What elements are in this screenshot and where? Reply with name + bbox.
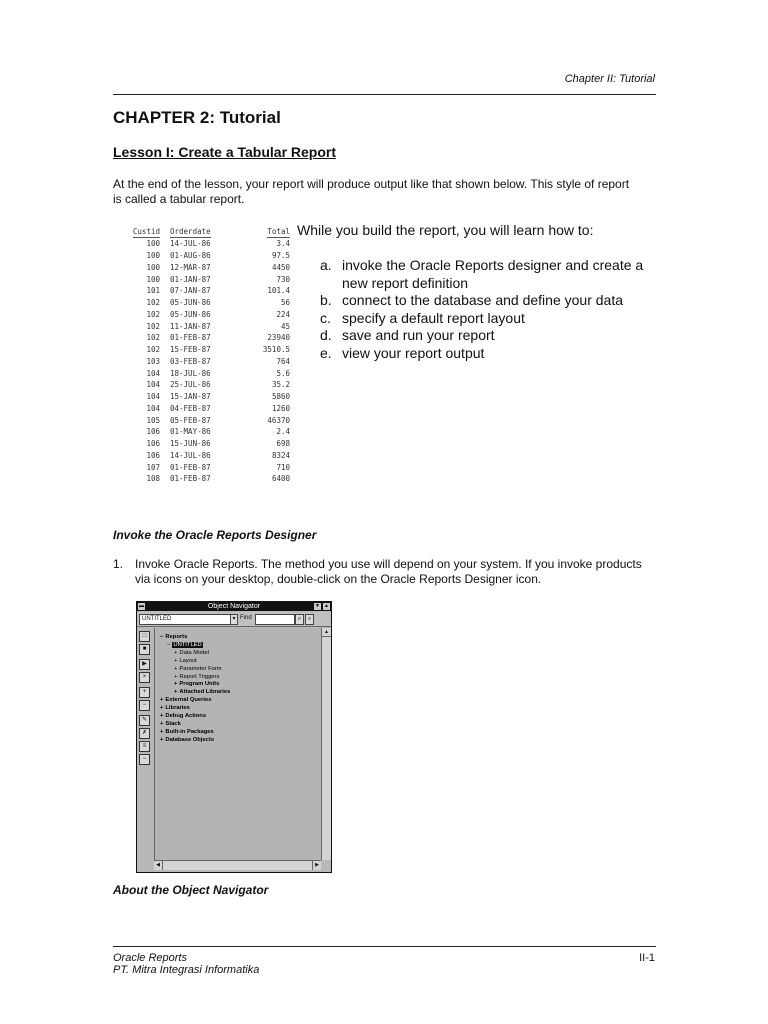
tree-node-label: Debug Actions [165,713,207,720]
tree-node[interactable] [160,713,230,721]
cell-custid: 105 [146,415,160,425]
tree-node[interactable] [160,634,230,642]
table-row [118,414,290,426]
cell-orderdate: 05-JUN-86 [170,309,211,319]
table-row [118,379,290,391]
table-row [118,344,290,356]
cell-custid: 108 [146,474,160,484]
expand-node-icon[interactable]: + [160,720,164,727]
navigator-toolbar-vertical [139,631,152,767]
cell-custid: 104 [146,392,160,402]
tree-node[interactable] [160,689,230,697]
cell-orderdate: 01-FEB-87 [170,462,211,472]
tree-node-label: Program Units [179,681,220,688]
sample-report-output [118,224,290,485]
list-item-text: specify a default report layout [342,309,525,326]
cell-orderdate: 01-FEB-87 [170,474,211,484]
cell-orderdate: 15-JUN-86 [170,439,211,449]
create-icon[interactable]: ✎ [139,715,150,726]
table-row [118,461,290,473]
expand-node-icon[interactable]: + [174,649,178,656]
cell-custid: 102 [146,333,160,343]
horizontal-scrollbar[interactable] [154,860,321,870]
search-next-icon[interactable]: ⌕ [305,614,314,625]
column-header-orderdate: Orderdate [170,226,211,236]
delete-icon[interactable]: ✗ [139,728,150,739]
step-text: Invoke Oracle Reports. The method you use will depend on your system. If you invoke products via icons on your desktop, double-click on the Oracle Reports Designer icon. [135,557,642,586]
list-item-text: view your report output [342,344,485,361]
minimize-icon[interactable]: ▼ [315,603,320,609]
tree-node[interactable] [160,642,230,650]
tree-node-label: Database Objects [165,736,215,743]
table-row [118,250,290,262]
tree-node-label: Libraries [165,705,190,712]
object-tree [160,634,230,745]
list-item-key: a. [320,257,332,273]
about-heading: About the Object Navigator [113,883,269,897]
chapter-title: CHAPTER 2: Tutorial [113,108,281,127]
cell-orderdate: 25-JUL-86 [170,380,211,390]
tree-node-label: UNTITLED [173,641,202,648]
cell-custid: 102 [146,298,160,308]
intro-paragraph: At the end of the lesson, your report will produce output like that shown below. This style of report is called a tabular report. [113,177,630,206]
cell-orderdate: 03-FEB-87 [170,356,211,366]
cell-custid: 103 [146,356,160,366]
object-navigator-window [136,601,332,873]
table-row [118,320,290,332]
tree-node-label: Report Triggers [179,673,220,680]
tree-node[interactable] [160,705,230,713]
window-title: Object Navigator [207,603,261,610]
collapse-all-icon[interactable]: − [139,754,150,765]
object-selector[interactable]: UNTITLED [139,614,231,625]
cell-total: 4450 [271,262,290,272]
tree-node[interactable] [160,650,230,658]
cell-custid: 106 [146,427,160,437]
cell-orderdate: 01-JAN-87 [170,274,211,284]
list-item-key: b. [320,292,332,309]
list-item-text: save and run your report [342,327,495,344]
tree-node[interactable] [160,729,230,737]
cell-total: 6400 [271,474,290,484]
tree-node-label: Layout [179,657,197,664]
search-icon[interactable]: ⌕ [295,614,304,625]
learn-intro: While you build the report, you will learn how to: [297,222,594,238]
sample-report-body [118,238,290,485]
table-row [118,297,290,309]
expand-node-icon[interactable]: + [174,657,178,664]
cell-orderdate: 05-FEB-87 [170,415,211,425]
cell-total: 224 [276,309,290,319]
run-icon[interactable]: ▶ [139,659,150,670]
tree-node-label: Data Model [179,649,210,656]
list-item [320,310,665,328]
tree-node-label: Reports [165,634,188,640]
scroll-left-icon[interactable]: ◀ [154,861,163,870]
cell-total: 97.5 [271,251,290,261]
footer-rule [113,946,656,947]
cell-total: 5.6 [276,368,290,378]
expand-all-icon[interactable]: ≡ [139,741,150,752]
expand-node-icon[interactable]: + [174,673,178,680]
expand-node-icon[interactable]: + [160,705,164,712]
navigator-toolbar [137,612,331,627]
cell-total: 8324 [271,450,290,460]
tree-node[interactable] [160,658,230,666]
cell-orderdate: 04-FEB-87 [170,403,211,413]
list-item [320,292,665,310]
open-icon[interactable]: □ [139,631,150,642]
cell-orderdate: 15-FEB-87 [170,345,211,355]
tree-node[interactable] [160,681,230,689]
cell-total: 764 [276,356,290,366]
list-item [320,257,665,292]
close-icon[interactable]: × [139,672,150,683]
list-item-key: e. [320,344,332,361]
expand-node-icon[interactable]: + [174,665,178,672]
cell-total: 698 [276,439,290,449]
tree-node[interactable] [160,721,230,729]
cell-custid: 106 [146,439,160,449]
expand-node-icon[interactable]: + [174,681,178,688]
cell-custid: 100 [146,262,160,272]
cell-total: 56 [280,298,290,308]
table-row [118,332,290,344]
learn-list [320,257,665,363]
cell-orderdate: 15-JAN-87 [170,392,211,402]
expand-node-icon[interactable]: + [160,728,164,735]
save-icon[interactable]: ■ [139,644,150,655]
cell-orderdate: 01-FEB-87 [170,333,211,343]
list-item [320,327,665,345]
cell-custid: 102 [146,321,160,331]
cell-custid: 104 [146,380,160,390]
scroll-right-icon[interactable]: ▶ [312,861,321,870]
cell-total: 2.4 [276,427,290,437]
list-item-key: c. [320,309,331,326]
header-rule [113,94,656,95]
list-item-key: d. [320,327,332,344]
tree-node[interactable] [160,666,230,674]
cell-custid: 102 [146,309,160,319]
step-number: 1. [113,557,124,571]
cell-custid: 104 [146,368,160,378]
cell-total: 46370 [267,415,290,425]
collapse-node-icon[interactable]: − [160,634,164,640]
table-row [118,356,290,368]
tree-node[interactable] [160,697,230,705]
system-menu-icon[interactable]: ▬ [139,603,144,609]
cell-custid: 100 [146,274,160,284]
running-header: Chapter II: Tutorial [564,73,655,85]
column-header-total: Total [267,226,290,236]
cell-total: 5860 [271,392,290,402]
tree-node-label: Stack [165,720,181,727]
table-row [118,367,290,379]
table-row [118,426,290,438]
cell-total: 1260 [271,403,290,413]
find-input[interactable] [255,614,295,625]
table-row [118,391,290,403]
collapse-node-icon[interactable]: − [167,641,171,648]
expand-node-icon[interactable]: + [160,713,164,720]
tree-node-label: External Queries [165,697,212,704]
tree-node[interactable] [160,674,230,682]
footer-product: Oracle Reports [113,952,187,964]
cell-total: 101.4 [267,286,290,296]
cell-orderdate: 12-MAR-87 [170,262,211,272]
table-row [118,309,290,321]
cell-total: 710 [276,462,290,472]
window-title-bar [137,602,331,611]
chevron-down-icon[interactable]: ▾ [230,614,238,625]
navigator-tree-pane [154,628,321,860]
tree-node-label: Parameter Form [179,665,222,672]
scroll-up-icon[interactable]: ▲ [322,628,331,637]
cell-total: 3510.5 [262,345,290,355]
section-heading: Invoke the Oracle Reports Designer [113,528,317,542]
column-header-custid: Custid [132,226,160,236]
cell-total: 45 [280,321,290,331]
list-item [320,345,665,363]
cell-total: 730 [276,274,290,284]
cell-custid: 104 [146,403,160,413]
expand-node-icon[interactable]: + [174,689,178,696]
cell-total: 3.4 [276,239,290,249]
list-item-text: invoke the Oracle Reports designer and create a new report definition [342,257,644,291]
cell-custid: 102 [146,345,160,355]
cell-orderdate: 07-JAN-87 [170,286,211,296]
tree-node-label: Built-in Packages [165,728,214,735]
cell-total: 23940 [267,333,290,343]
table-row [118,403,290,415]
expand-node-icon[interactable]: + [160,697,164,704]
collapse-icon[interactable]: − [139,700,150,711]
cell-orderdate: 05-JUN-86 [170,298,211,308]
cell-orderdate: 11-JAN-87 [170,321,211,331]
cell-custid: 100 [146,239,160,249]
cell-custid: 107 [146,462,160,472]
expand-node-icon[interactable]: + [160,736,164,743]
list-item-text: connect to the database and define your data [342,292,623,309]
cell-custid: 100 [146,251,160,261]
table-row [118,450,290,462]
page-number: II-1 [639,952,655,964]
cell-orderdate: 18-JUL-86 [170,368,211,378]
tree-node[interactable] [160,737,230,745]
table-row [118,238,290,250]
cell-total: 35.2 [271,380,290,390]
sample-report-header-row [118,224,290,238]
cell-custid: 101 [146,286,160,296]
lesson-title: Lesson I: Create a Tabular Report [113,144,337,160]
cell-orderdate: 14-JUL-86 [170,450,211,460]
vertical-scrollbar[interactable] [321,628,331,860]
cell-custid: 106 [146,450,160,460]
table-row [118,438,290,450]
tree-node-label: Attached Libraries [179,689,231,696]
cell-orderdate: 01-AUG-86 [170,251,211,261]
table-row [118,262,290,274]
cell-orderdate: 14-JUL-86 [170,239,211,249]
table-row [118,285,290,297]
footer-company: PT. Mitra Integrasi Informatika [113,964,260,976]
sample-report-table [118,224,290,485]
footer-left [113,952,259,976]
table-row [118,473,290,485]
cell-orderdate: 01-MAY-86 [170,427,211,437]
expand-icon[interactable]: + [139,687,150,698]
find-label: Find [240,615,252,621]
table-row [118,273,290,285]
maximize-icon[interactable]: ▲ [324,603,329,609]
